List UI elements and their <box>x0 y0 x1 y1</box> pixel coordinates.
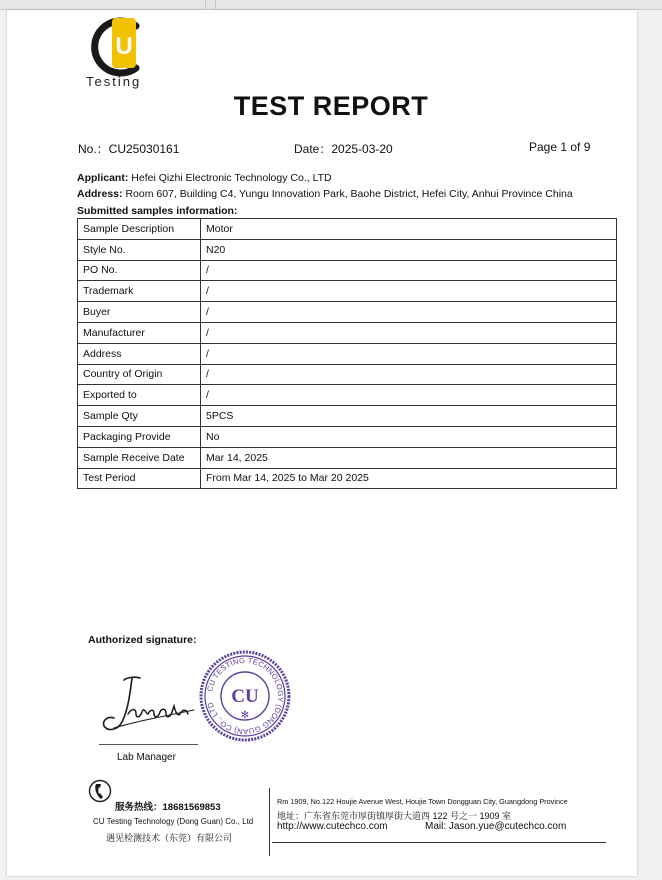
row-label: Style No. <box>78 239 201 260</box>
row-value: / <box>201 364 617 385</box>
row-label: PO No. <box>78 260 201 281</box>
viewer-top-ruler <box>0 0 662 10</box>
table-row <box>78 302 617 323</box>
row-value: / <box>201 322 617 343</box>
table-row <box>78 322 617 343</box>
footer-company-cn: 遇见检测技术（东莞）有限公司 <box>106 833 233 843</box>
row-label: Buyer <box>78 302 201 323</box>
table-row <box>78 219 617 240</box>
row-label: Trademark <box>78 281 201 302</box>
report-date: Date：2025-03-20 <box>294 142 393 156</box>
phone-icon <box>88 775 112 805</box>
row-label: Sample Description <box>78 219 201 240</box>
table-row <box>78 426 617 447</box>
authorized-signature-label: Authorized signature: <box>88 634 197 646</box>
handwritten-signature <box>94 670 198 742</box>
report-title: TEST REPORT <box>233 91 429 121</box>
table-row <box>78 281 617 302</box>
row-label: Packaging Provide <box>78 426 201 447</box>
table-row <box>78 468 617 489</box>
row-label: Sample Qty <box>78 406 201 427</box>
row-value: Mar 14, 2025 <box>201 447 617 468</box>
viewer-scrollbar[interactable] <box>648 10 662 876</box>
samples-heading: Submitted samples information: <box>77 205 238 217</box>
row-value: Motor <box>201 219 617 240</box>
applicant-value: Hefei Qizhi Electronic Technology Co., LTD <box>131 172 332 184</box>
row-label: Exported to <box>78 385 201 406</box>
table-row <box>78 239 617 260</box>
address-line <box>77 188 573 200</box>
footer-rule <box>272 842 606 843</box>
svg-text:CU: CU <box>231 686 259 707</box>
table-row <box>78 385 617 406</box>
row-label: Country of Origin <box>78 364 201 385</box>
footer-address-en: Rm 1909, No.122 Houjie Avenue West, Houjie Town Dongguan City, Guangdong Province <box>277 797 568 806</box>
row-value: / <box>201 260 617 281</box>
service-hotline: 服务热线：18681569853 <box>115 802 221 813</box>
page-indicator: Page 1 of 9 <box>529 140 591 154</box>
row-label: Manufacturer <box>78 322 201 343</box>
footer-address-cn: 地址：广东省东莞市厚街镇厚街大道西 122 号之一 1909 室 <box>277 811 512 821</box>
report-number: No.：CU25030161 <box>78 142 180 156</box>
address-label: Address: <box>77 188 123 200</box>
row-value: / <box>201 343 617 364</box>
signature-line <box>99 744 198 745</box>
row-value: N20 <box>201 239 617 260</box>
row-value: / <box>201 281 617 302</box>
table-row <box>78 260 617 281</box>
applicant-line <box>77 172 332 184</box>
svg-text:CU TESTING TECHNOLOGY (DONG GU: CU TESTING TECHNOLOGY (DONG GUAN) CO., LTD <box>205 655 286 737</box>
row-value: 5PCS <box>201 406 617 427</box>
row-label: Sample Receive Date <box>78 447 201 468</box>
table-row <box>78 343 617 364</box>
row-value: From Mar 14, 2025 to Mar 20 2025 <box>201 468 617 489</box>
table-row <box>78 364 617 385</box>
footer-website-link[interactable]: http://www.cutechco.com <box>277 821 388 832</box>
row-value: No <box>201 426 617 447</box>
footer-mail-link[interactable]: Mail: Jason.yue@cutechco.com <box>425 821 567 832</box>
svg-text:✻: ✻ <box>240 710 250 721</box>
logo-wordmark: Testing <box>86 74 142 89</box>
signer-role: Lab Manager <box>117 752 176 763</box>
address-value: Room 607, Building C4, Yungu Innovation Park, Baohe District, Hefei City, Anhui Province China <box>125 188 573 200</box>
samples-table <box>77 218 617 489</box>
applicant-label: Applicant: <box>77 172 129 184</box>
row-value: / <box>201 302 617 323</box>
table-row <box>78 447 617 468</box>
company-seal-stamp <box>199 650 291 742</box>
footer-company-en: CU Testing Technology (Dong Guan) Co., Ltd <box>93 817 254 826</box>
logo-letter: U <box>115 33 133 60</box>
row-label: Test Period <box>78 468 201 489</box>
row-label: Address <box>78 343 201 364</box>
footer-divider <box>269 788 270 856</box>
table-row <box>78 406 617 427</box>
row-value: / <box>201 385 617 406</box>
